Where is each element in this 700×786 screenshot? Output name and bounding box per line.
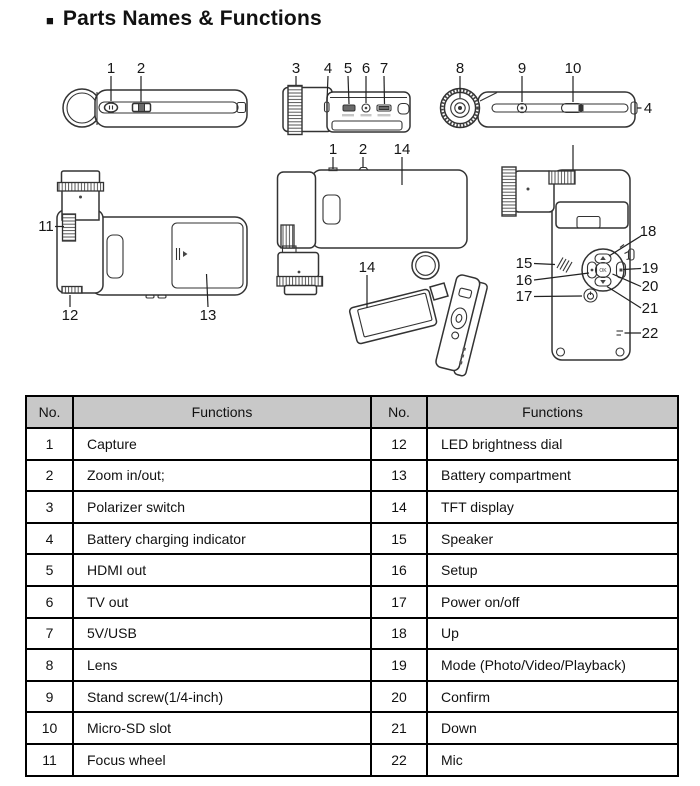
part-fn: Micro-SD slot (73, 712, 371, 744)
part-no: 10 (26, 712, 73, 744)
dpad-icon (582, 249, 626, 291)
table-row (26, 428, 678, 460)
table-row (26, 712, 678, 744)
table-row (26, 618, 678, 650)
callout-9: 9 (517, 60, 527, 77)
diagram-display-open (349, 252, 489, 377)
part-no: 2 (26, 460, 73, 492)
table-row (26, 554, 678, 586)
callout-17: 17 (515, 288, 533, 305)
square-bullet-icon: ■ (46, 12, 54, 28)
part-no: 1 (26, 428, 73, 460)
part-fn: Stand screw(1/4-inch) (73, 681, 371, 713)
callout-14a: 14 (393, 141, 411, 158)
callout-4a: 4 (323, 60, 333, 77)
part-no: 18 (371, 618, 427, 650)
callout-1b: 1 (328, 141, 338, 158)
callout-7: 7 (379, 60, 389, 77)
part-fn: Power on/off (427, 586, 678, 618)
header-no-left: No. (26, 396, 73, 428)
part-no: 12 (371, 428, 427, 460)
diagram-back-view (502, 145, 658, 360)
diagram-port-side-view (283, 60, 410, 135)
callout-20: 20 (641, 278, 659, 295)
page-title-text: Parts Names & Functions (62, 7, 322, 30)
part-fn: TFT display (427, 491, 678, 523)
parts-table-container (25, 395, 679, 777)
callout-22: 22 (641, 325, 659, 342)
part-fn: Mode (Photo/Video/Playback) (427, 649, 678, 681)
part-no: 7 (26, 618, 73, 650)
part-fn: Mic (427, 744, 678, 776)
part-fn: Lens (73, 649, 371, 681)
parts-diagrams (0, 50, 700, 392)
led-dial-icon (62, 287, 82, 294)
diagram-battery-side-view (38, 171, 247, 324)
part-no: 6 (26, 586, 73, 618)
part-fn: Battery compartment (427, 460, 678, 492)
callout-4b: 4 (643, 100, 653, 117)
part-no: 15 (371, 523, 427, 555)
part-no: 3 (26, 491, 73, 523)
part-fn: Up (427, 618, 678, 650)
callout-16: 16 (515, 272, 533, 289)
table-row (26, 523, 678, 555)
ok-label: OK (599, 268, 607, 274)
part-fn: Confirm (427, 681, 678, 713)
part-no: 22 (371, 744, 427, 776)
part-no: 19 (371, 649, 427, 681)
focus-wheel-icon (63, 214, 76, 241)
callout-8: 8 (455, 60, 465, 77)
callout-2a: 2 (136, 60, 146, 77)
part-fn: Polarizer switch (73, 491, 371, 523)
zoom-rocker-icon (133, 104, 151, 112)
callout-11: 11 (38, 218, 54, 235)
part-fn: Capture (73, 428, 371, 460)
part-fn: Down (427, 712, 678, 744)
callout-12: 12 (61, 307, 79, 324)
part-no: 5 (26, 554, 73, 586)
part-no: 4 (26, 523, 73, 555)
part-no: 13 (371, 460, 427, 492)
callout-13: 13 (199, 307, 217, 324)
table-row (26, 649, 678, 681)
port-micro-labels (342, 114, 391, 116)
table-row (26, 681, 678, 713)
part-no: 16 (371, 554, 427, 586)
table-row (26, 460, 678, 492)
table-row (26, 586, 678, 618)
part-no: 21 (371, 712, 427, 744)
part-fn: TV out (73, 586, 371, 618)
page-title (46, 7, 322, 31)
part-no: 11 (26, 744, 73, 776)
hdmi-port-icon (343, 105, 355, 111)
part-fn: Focus wheel (73, 744, 371, 776)
header-functions-left: Functions (73, 396, 371, 428)
capture-button-icon (105, 103, 118, 112)
table-header-row (26, 396, 678, 428)
part-no: 9 (26, 681, 73, 713)
part-no: 8 (26, 649, 73, 681)
callout-5: 5 (343, 60, 353, 77)
callout-18: 18 (639, 223, 657, 240)
part-fn: 5V/USB (73, 618, 371, 650)
part-fn: Setup (427, 554, 678, 586)
callout-19: 19 (641, 260, 659, 277)
header-no-right: No. (371, 396, 427, 428)
part-fn: LED brightness dial (427, 428, 678, 460)
tft-screen-icon (349, 289, 438, 345)
table-row (26, 491, 678, 523)
callout-6: 6 (361, 60, 371, 77)
diagram-bottom-view (441, 60, 653, 128)
header-functions-right: Functions (427, 396, 678, 428)
polarizer-ring-icon (288, 86, 302, 135)
callout-21: 21 (641, 300, 659, 317)
diagram-top-view (63, 60, 247, 127)
part-no: 14 (371, 491, 427, 523)
part-fn: HDMI out (73, 554, 371, 586)
callout-10: 10 (564, 60, 582, 77)
part-no: 20 (371, 681, 427, 713)
callout-15: 15 (515, 255, 533, 272)
part-fn: Battery charging indicator (73, 523, 371, 555)
functions-table (25, 395, 679, 777)
part-fn: Zoom in/out; (73, 460, 371, 492)
part-fn: Speaker (427, 523, 678, 555)
part-no: 17 (371, 586, 427, 618)
callout-2b: 2 (358, 141, 368, 158)
callout-3: 3 (291, 60, 301, 77)
table-row (26, 744, 678, 776)
callout-14b: 14 (358, 259, 376, 276)
callout-1a: 1 (106, 60, 116, 77)
